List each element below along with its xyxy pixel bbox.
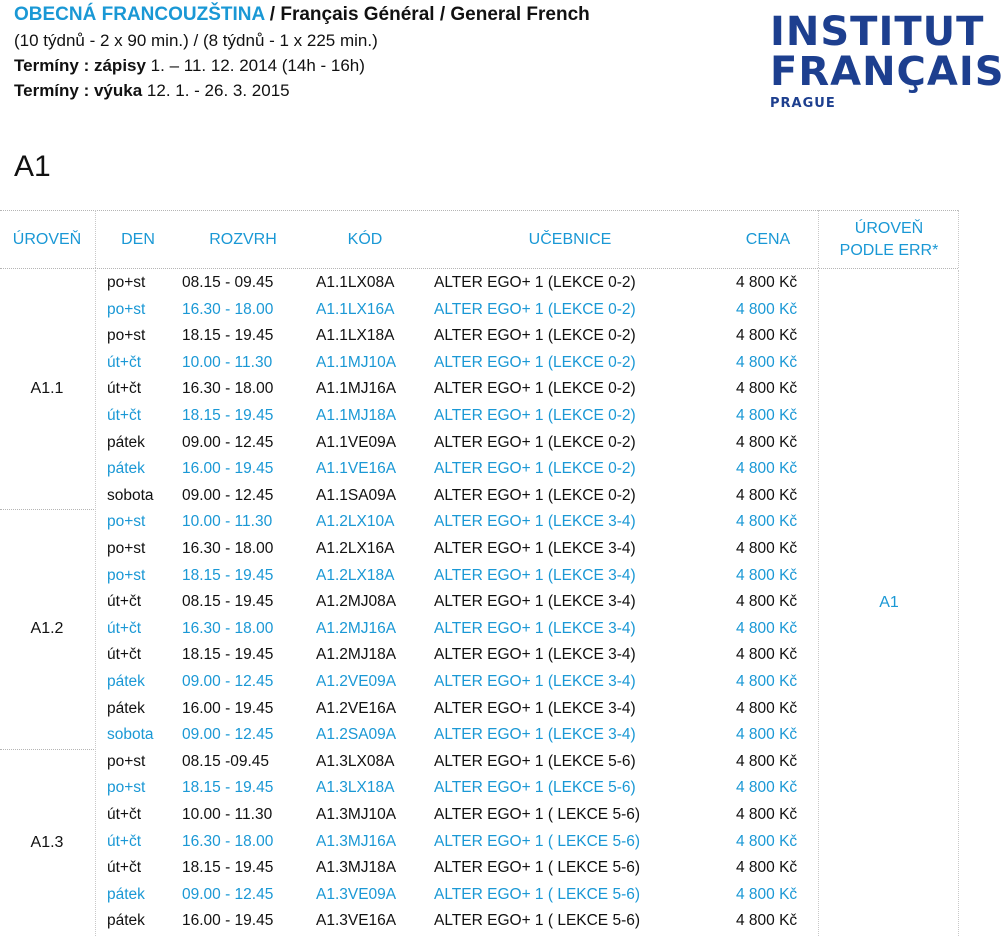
cefr-header-line-2: PODLE ERR* xyxy=(839,242,939,259)
cell-price: 4 800 Kč xyxy=(736,593,798,611)
table-row xyxy=(98,483,818,509)
divider-v xyxy=(818,270,819,936)
table-row xyxy=(98,456,818,482)
cell-price: 4 800 Kč xyxy=(736,513,798,531)
cell-day: pátek xyxy=(107,885,145,903)
cell-day: pátek xyxy=(107,699,145,717)
cell-schedule: 18.15 - 19.45 xyxy=(182,327,274,345)
cell-schedule: 09.00 - 12.45 xyxy=(182,673,274,690)
cell-textbook: ALTER EGO+ 1 (LEKCE 0-2) xyxy=(434,407,636,424)
cefr-header-line-1: ÚROVEŇ xyxy=(854,220,924,237)
table-row xyxy=(98,430,818,456)
cell-schedule: 16.00 - 19.45 xyxy=(182,460,274,478)
cell-price: 4 800 Kč xyxy=(736,752,798,770)
course-title-czech: OBECNÁ FRANCOUZŠTINA xyxy=(14,4,265,25)
cell-code: A1.1VE16A xyxy=(316,460,397,478)
cell-price: 4 800 Kč xyxy=(736,540,798,557)
cell-day: po+st xyxy=(107,327,146,345)
institut-francais-logo xyxy=(770,9,1005,111)
cell-textbook: ALTER EGO+ 1 (LEKCE 0-2) xyxy=(434,380,636,398)
sublevel-a1-2: A1.2 xyxy=(30,620,64,637)
cell-code: A1.2LX18A xyxy=(316,566,395,584)
table-row xyxy=(98,829,818,855)
table-row xyxy=(98,270,818,296)
cell-textbook: ALTER EGO+ 1 (LEKCE 5-6) xyxy=(434,779,636,797)
cell-day: po+st xyxy=(107,274,146,291)
logo-line-2: FRANÇAIS xyxy=(770,49,1005,95)
cell-day: po+st xyxy=(107,513,146,531)
table-row xyxy=(98,350,818,376)
table-row xyxy=(98,882,818,908)
cell-schedule: 16.30 - 18.00 xyxy=(182,300,274,318)
cell-day: po+st xyxy=(107,779,146,797)
divider-v xyxy=(958,210,959,268)
cell-code: A1.2MJ08A xyxy=(316,593,397,611)
column-header-day: DEN xyxy=(121,231,155,248)
cell-price: 4 800 Kč xyxy=(736,300,798,318)
cell-day: út+čt xyxy=(107,646,142,664)
table-row xyxy=(98,563,818,589)
cell-price: 4 800 Kč xyxy=(736,380,798,398)
cell-price: 4 800 Kč xyxy=(736,726,798,744)
course-duration: (10 týdnů - 2 x 90 min.) / (8 týdnů - 1 x 225 min.) xyxy=(14,31,378,50)
cell-textbook: ALTER EGO+ 1 (LEKCE 3-4) xyxy=(434,540,636,557)
cell-code: A1.1VE09A xyxy=(316,433,397,451)
cell-schedule: 08.15 - 19.45 xyxy=(182,593,274,611)
cell-day: pátek xyxy=(107,433,145,451)
cell-textbook: ALTER EGO+ 1 (LEKCE 3-4) xyxy=(434,566,636,584)
cell-schedule: 09.00 - 12.45 xyxy=(182,885,274,903)
cell-day: út+čt xyxy=(107,619,142,637)
cell-code: A1.3MJ10A xyxy=(316,806,397,823)
cell-price: 4 800 Kč xyxy=(736,912,798,930)
cell-day: út+čt xyxy=(107,806,142,823)
cell-code: A1.3MJ18A xyxy=(316,859,397,877)
table-row xyxy=(98,908,818,934)
cell-schedule: 16.30 - 18.00 xyxy=(182,540,274,557)
table-row xyxy=(98,323,818,349)
cell-price: 4 800 Kč xyxy=(736,353,798,371)
cell-textbook: ALTER EGO+ 1 (LEKCE 3-4) xyxy=(434,593,636,611)
column-header-textbook: UČEBNICE xyxy=(528,231,612,248)
cell-day: po+st xyxy=(107,566,146,584)
cell-price: 4 800 Kč xyxy=(736,699,798,717)
cell-day: po+st xyxy=(107,540,146,557)
column-header-schedule: ROZVRH xyxy=(209,231,277,248)
cell-textbook: ALTER EGO+ 1 ( LEKCE 5-6) xyxy=(434,912,641,930)
table-row xyxy=(98,855,818,881)
cell-schedule: 18.15 - 19.45 xyxy=(182,646,274,664)
cell-schedule: 09.00 - 12.45 xyxy=(182,433,274,451)
cell-schedule: 16.00 - 19.45 xyxy=(182,699,274,717)
header-bottom-divider xyxy=(0,268,958,269)
column-header-price: CENA xyxy=(745,231,791,248)
course-title-translations: / Français Général / General French xyxy=(264,4,590,25)
table-row xyxy=(98,669,818,695)
table-row xyxy=(98,722,818,748)
cell-textbook: ALTER EGO+ 1 (LEKCE 5-6) xyxy=(434,752,636,770)
cell-textbook: ALTER EGO+ 1 ( LEKCE 5-6) xyxy=(434,832,641,850)
cell-schedule: 10.00 - 11.30 xyxy=(182,353,273,371)
cell-textbook: ALTER EGO+ 1 (LEKCE 0-2) xyxy=(434,300,636,318)
cell-code: A1.3VE09A xyxy=(316,885,397,903)
cell-code: A1.3MJ16A xyxy=(316,832,397,850)
cell-textbook: ALTER EGO+ 1 (LEKCE 0-2) xyxy=(434,353,636,371)
cell-price: 4 800 Kč xyxy=(736,274,798,291)
course-dates xyxy=(14,78,590,103)
divider-v xyxy=(95,210,96,268)
cell-code: A1.2VE16A xyxy=(316,699,397,717)
cell-schedule: 08.15 -09.45 xyxy=(182,752,270,770)
registration-dates xyxy=(14,53,590,78)
cell-schedule: 09.00 - 12.45 xyxy=(182,486,274,504)
registration-value: 1. – 11. 12. 2014 (14h - 16h) xyxy=(145,56,365,75)
cell-day: pátek xyxy=(107,673,145,690)
table-row xyxy=(98,376,818,402)
cell-textbook: ALTER EGO+ 1 ( LEKCE 5-6) xyxy=(434,806,641,823)
cell-code: A1.3LX08A xyxy=(316,752,395,770)
cell-code: A1.3LX18A xyxy=(316,779,395,797)
table-row xyxy=(98,509,818,535)
cell-code: A1.1MJ16A xyxy=(316,380,397,398)
cell-price: 4 800 Kč xyxy=(736,859,798,877)
sublevel-a1-1: A1.1 xyxy=(30,380,64,397)
cell-code: A1.3VE16A xyxy=(316,912,397,930)
cell-schedule: 16.00 - 19.45 xyxy=(182,912,274,930)
cell-schedule: 18.15 - 19.45 xyxy=(182,779,274,797)
cell-schedule: 18.15 - 19.45 xyxy=(182,859,274,877)
cell-day: út+čt xyxy=(107,593,142,611)
cell-code: A1.1MJ18A xyxy=(316,407,397,424)
header-top-divider xyxy=(0,210,958,211)
cell-code: A1.2LX10A xyxy=(316,513,395,531)
table-row xyxy=(98,749,818,775)
cell-schedule: 18.15 - 19.45 xyxy=(182,566,274,584)
divider-v xyxy=(95,270,96,936)
divider-v xyxy=(818,210,819,268)
cell-code: A1.2MJ18A xyxy=(316,646,397,664)
cell-price: 4 800 Kč xyxy=(736,779,798,797)
cell-textbook: ALTER EGO+ 1 (LEKCE 0-2) xyxy=(434,274,636,291)
cell-day: pátek xyxy=(107,912,145,930)
cell-price: 4 800 Kč xyxy=(736,832,798,850)
cell-price: 4 800 Kč xyxy=(736,619,798,637)
cell-code: A1.1LX18A xyxy=(316,327,395,345)
cell-textbook: ALTER EGO+ 1 (LEKCE 0-2) xyxy=(434,460,636,478)
cell-day: út+čt xyxy=(107,380,142,398)
table-row xyxy=(98,297,818,323)
cell-schedule: 18.15 - 19.45 xyxy=(182,407,274,424)
cell-schedule: 16.30 - 18.00 xyxy=(182,832,274,850)
cell-code: A1.2LX16A xyxy=(316,540,395,557)
cell-price: 4 800 Kč xyxy=(736,646,798,664)
cell-schedule: 09.00 - 12.45 xyxy=(182,726,274,744)
column-header-code: KÓD xyxy=(347,231,383,248)
table-row xyxy=(98,696,818,722)
registration-label: Termíny : zápisy xyxy=(14,56,146,75)
table-row xyxy=(98,589,818,615)
table-row xyxy=(98,802,818,828)
cell-textbook: ALTER EGO+ 1 (LEKCE 3-4) xyxy=(434,619,636,637)
cefr-level-cell: A1 xyxy=(879,594,899,611)
cell-code: A1.1SA09A xyxy=(316,486,397,504)
cell-textbook: ALTER EGO+ 1 ( LEKCE 5-6) xyxy=(434,885,641,903)
cell-schedule: 10.00 - 11.30 xyxy=(182,513,273,531)
level-title: A1 xyxy=(14,150,51,183)
column-header-cefr xyxy=(820,212,958,268)
cell-day: út+čt xyxy=(107,832,142,850)
cell-code: A1.1LX16A xyxy=(316,300,395,318)
cell-day: po+st xyxy=(107,300,146,318)
cell-code: A1.2VE09A xyxy=(316,673,397,690)
table-row xyxy=(98,642,818,668)
cell-price: 4 800 Kč xyxy=(736,486,798,504)
table-row xyxy=(98,775,818,801)
cell-code: A1.2SA09A xyxy=(316,726,397,744)
cell-textbook: ALTER EGO+ 1 (LEKCE 0-2) xyxy=(434,327,636,345)
cell-day: sobota xyxy=(107,486,154,504)
column-header-level: ÚROVEŇ xyxy=(12,231,82,248)
table-row xyxy=(98,403,818,429)
divider-v xyxy=(958,270,959,936)
cell-schedule: 16.30 - 18.00 xyxy=(182,619,274,637)
cell-schedule: 08.15 - 09.45 xyxy=(182,274,274,291)
cell-textbook: ALTER EGO+ 1 (LEKCE 3-4) xyxy=(434,699,636,717)
cell-textbook: ALTER EGO+ 1 ( LEKCE 5-6) xyxy=(434,859,641,877)
course-title xyxy=(14,2,590,28)
cell-price: 4 800 Kč xyxy=(736,566,798,584)
cell-textbook: ALTER EGO+ 1 (LEKCE 3-4) xyxy=(434,726,636,744)
logo-line-1: INSTITUT xyxy=(770,9,985,55)
cell-schedule: 10.00 - 11.30 xyxy=(182,806,273,823)
cell-textbook: ALTER EGO+ 1 (LEKCE 3-4) xyxy=(434,513,636,531)
cell-day: pátek xyxy=(107,460,145,478)
cell-code: A1.1LX08A xyxy=(316,274,395,291)
table-row xyxy=(98,616,818,642)
cell-textbook: ALTER EGO+ 1 (LEKCE 0-2) xyxy=(434,486,636,504)
cell-day: út+čt xyxy=(107,353,142,371)
cell-textbook: ALTER EGO+ 1 (LEKCE 3-4) xyxy=(434,673,636,690)
cell-price: 4 800 Kč xyxy=(736,673,798,690)
page-header xyxy=(14,2,590,103)
cell-price: 4 800 Kč xyxy=(736,806,798,823)
cell-day: út+čt xyxy=(107,859,142,877)
course-dates-value: 12. 1. - 26. 3. 2015 xyxy=(142,81,290,100)
cell-day: sobota xyxy=(107,726,154,744)
cell-price: 4 800 Kč xyxy=(736,407,798,424)
cell-price: 4 800 Kč xyxy=(736,327,798,345)
cell-price: 4 800 Kč xyxy=(736,433,798,451)
course-dates-label: Termíny : výuka xyxy=(14,81,143,100)
cell-schedule: 16.30 - 18.00 xyxy=(182,380,274,398)
sublevel-a1-3: A1.3 xyxy=(30,834,64,851)
cell-textbook: ALTER EGO+ 1 (LEKCE 0-2) xyxy=(434,433,636,451)
cell-code: A1.1MJ10A xyxy=(316,353,397,371)
cell-day: út+čt xyxy=(107,407,142,424)
cell-day: po+st xyxy=(107,752,146,770)
cell-code: A1.2MJ16A xyxy=(316,619,397,637)
cell-price: 4 800 Kč xyxy=(736,460,798,478)
table-row xyxy=(98,536,818,562)
cell-price: 4 800 Kč xyxy=(736,885,798,903)
cell-textbook: ALTER EGO+ 1 (LEKCE 3-4) xyxy=(434,646,636,664)
logo-line-3: PRAGUE xyxy=(770,96,836,111)
